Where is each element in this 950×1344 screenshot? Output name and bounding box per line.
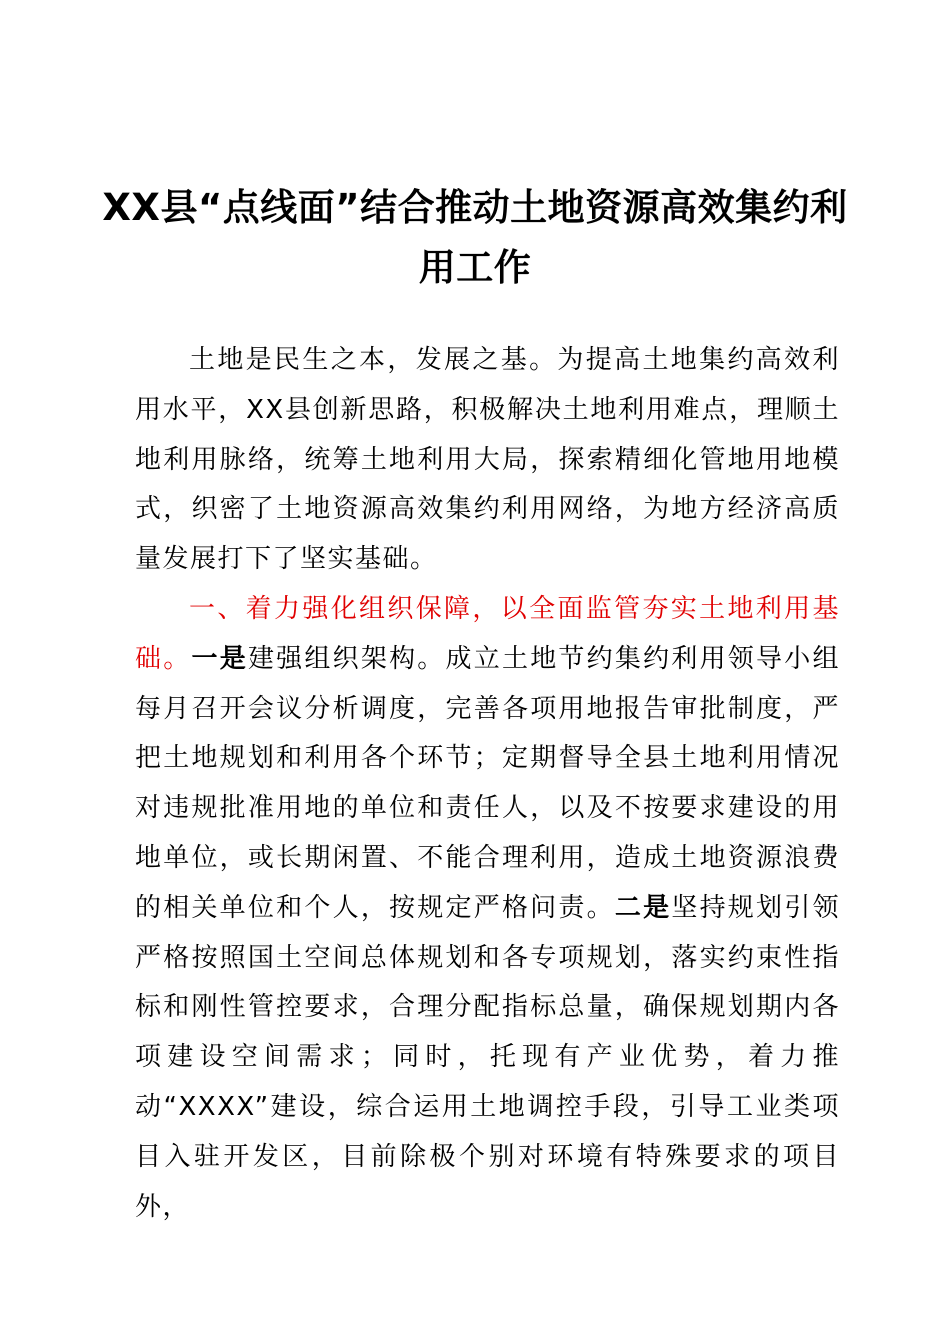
point-two-text: 坚持规划引领严格按照国土空间总体规划和各专项规划，落实约束性指标和刚性管控要求，合理分配指标总量，确保规划期内各项建设空间需求；同时，托现有产业优势，着力推动“XXXX”建设，综合运用土地调控手段，引导工业类项目入驻开发区，目前除极个别对环境有特殊要求的项目外， <box>135 892 840 1222</box>
point-one-lead: 一是 <box>191 643 248 674</box>
point-one-text: 建强组织架构。成立土地节约集约利用领导小组每月召开会议分析调度，完善各项用地报告审批制度，严把土地规划和利用各个环节；定期督导全县土地利用情况对违规批准用地的单位和责任人，以及不按要求建设的用地单位，或长期闲置、不能合理利用，造成土地资源浪费的相关单位和个人，按规定严格问责。 <box>135 643 840 923</box>
section-one-heading: 一、着力强化组织保障，以全面监管夯实土地利用基础。 <box>135 593 840 674</box>
section-one-paragraph <box>135 585 840 1232</box>
document-title: XX县“点线面”结合推动土地资源高效集约利用工作 <box>102 186 848 289</box>
document-body <box>135 336 840 1232</box>
point-two-lead: 二是 <box>614 892 672 923</box>
intro-paragraph: 土地是民生之本，发展之基。为提高土地集约高效利用水平，XX县创新思路，积极解决土地利用难点，理顺土地利用脉络，统筹土地利用大局，探索精细化管地用地模式，织密了土地资源高效集约利用网络，为地方经济高质量发展打下了坚实基础。 <box>135 345 840 575</box>
